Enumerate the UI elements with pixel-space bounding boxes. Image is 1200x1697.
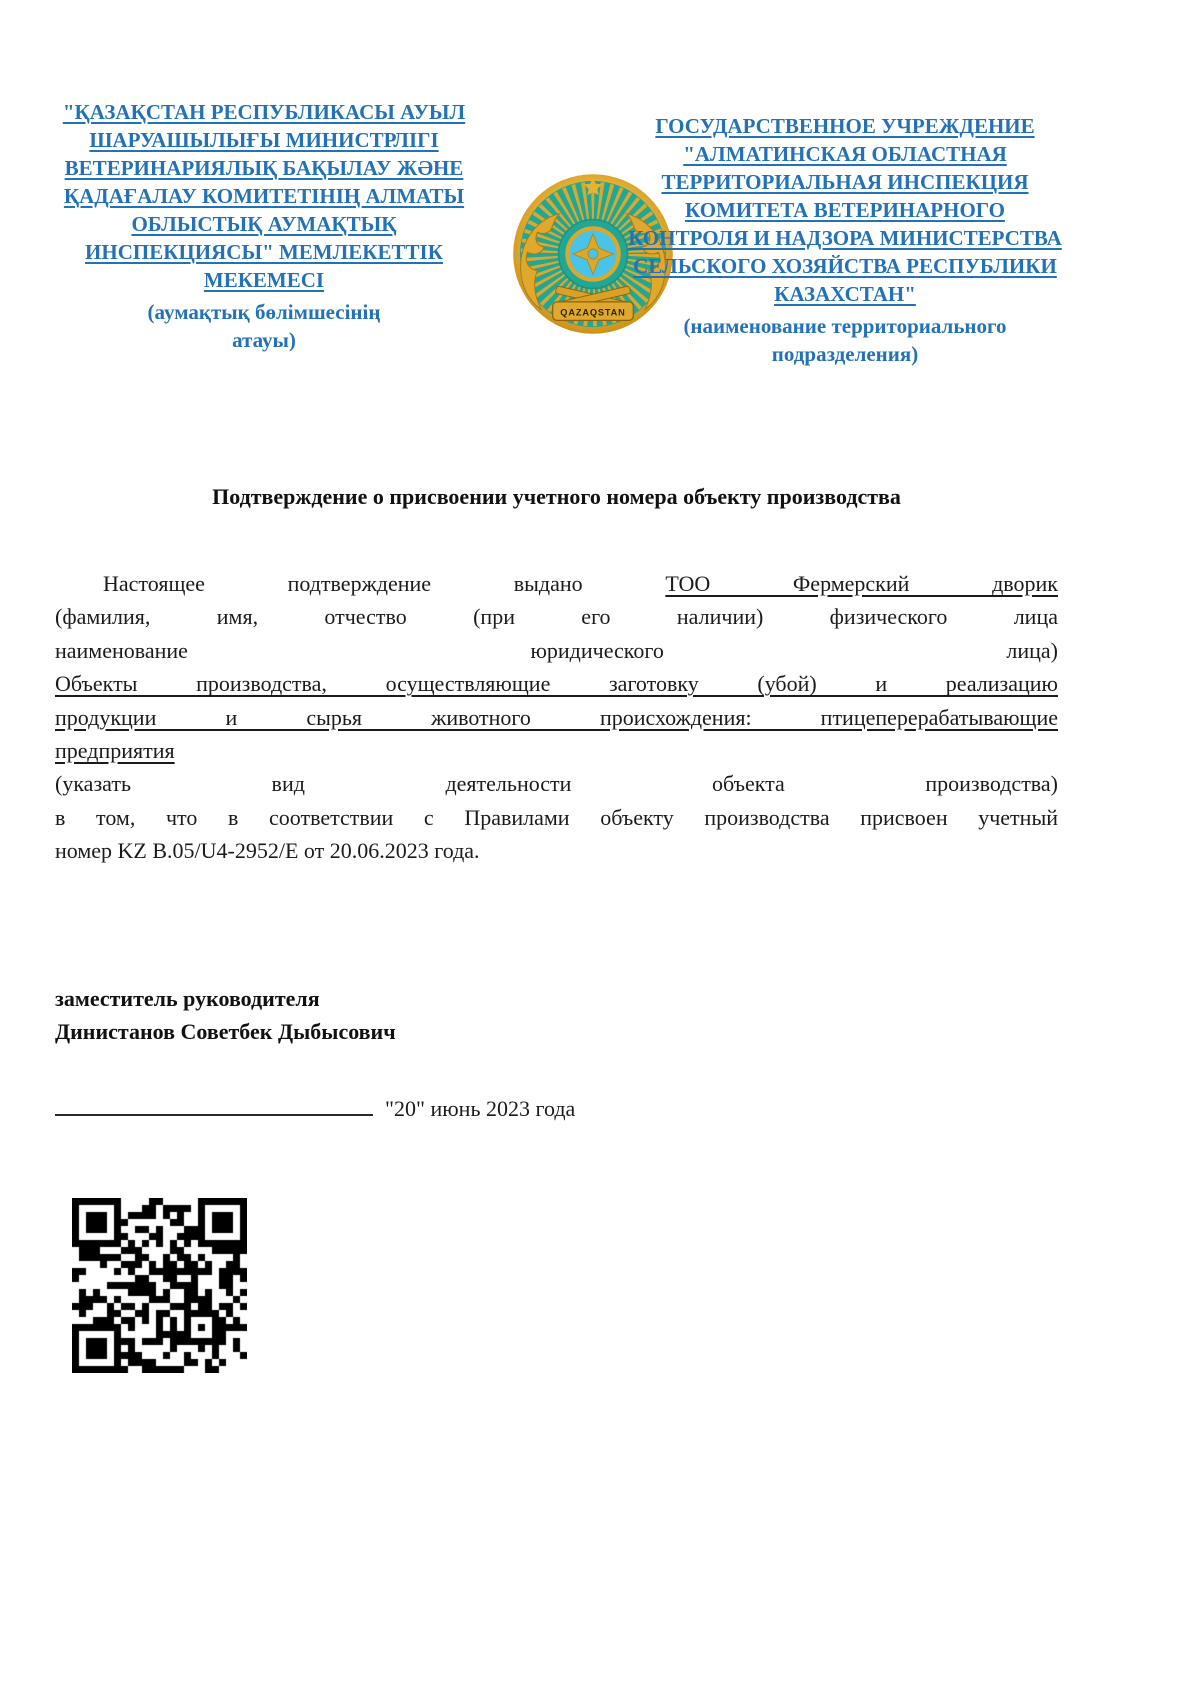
qr-code-canvas [72, 1198, 247, 1373]
body-line-assignment-2: номер KZ B.05/U4-2952/E от 20.06.2023 года. [55, 838, 480, 864]
recipient-name: ТОО Фермерский дворик [665, 571, 1058, 596]
header-org-name-kazakh-text: "ҚАЗАҚСТАН РЕСПУБЛИКАСЫ АУЫЛ ШАРУАШЫЛЫҒЫ МИНИСТРЛІГІ ВЕТЕРИНАРИЯЛЫҚ БАҚЫЛАУ ЖӘНЕ ҚАДАҒАЛАУ КОМИТЕТІНІҢ АЛМАТЫ ОБЛЫСТЫҚ АУМАҚТЫҚ ИНСПЕКЦИЯСЫ" МЕМЛЕКЕТТІК МЕКЕМЕСІ [62, 100, 466, 292]
signatory-position: заместитель руководителя [55, 986, 320, 1011]
emblem-banner-label: QAZAQSTAN [560, 307, 626, 318]
body-line-activity-1: Объекты производства, осуществляющие заготовку (убой) и реализацию [55, 671, 1058, 697]
document-body [55, 567, 1058, 868]
signatory-name: Динистанов Советбек Дыбысович [55, 1019, 396, 1044]
body-line-caption-entity: наименование юридического лица) [55, 637, 1058, 663]
body-line-assignment-1: в том, что в соответствии с Правилами объекту производства присвоен учетный [55, 804, 1058, 830]
date-text: "20" июнь 2023 года [385, 1096, 576, 1121]
header-org-name-kazakh [55, 98, 473, 354]
body-line-issued-to: Настоящее подтверждение выдано ТОО Фермерский дворик [103, 571, 1058, 596]
body-line-activity-2: продукции и сырья животного происхождения: птицеперерабатывающие [55, 704, 1058, 730]
body-line-caption-activity: (указать вид деятельности объекта производства) [55, 771, 1058, 797]
header-org-name-russian-text: ГОСУДАРСТВЕННОЕ УЧРЕЖДЕНИЕ "АЛМАТИНСКАЯ ОБЛАСТНАЯ ТЕРРИТОРИАЛЬНАЯ ИНСПЕКЦИЯ КОМИТЕТА ВЕТЕРИНАРНОГО КОНТРОЛЯ И НАДЗОРА МИНИСТЕРСТВА СЕЛЬСКОГО ХОЗЯЙСТВА РЕСПУБЛИКИ КАЗАХСТАН" [628, 114, 1062, 306]
signature-line [55, 1092, 373, 1116]
body-line-caption-person: (фамилия, имя, отчество (при его наличии) физического лица [55, 604, 1058, 630]
header-caption-russian: (наименование территориального подразделения) [683, 314, 1007, 366]
date-row [55, 1092, 575, 1122]
header-org-name-russian [628, 112, 1062, 368]
body-line-activity-3: предприятия [55, 738, 175, 764]
header-caption-kazakh: (аумақтық бөлімшесінің атауы) [147, 300, 381, 352]
signature-block [55, 982, 396, 1048]
qr-code-icon [72, 1198, 247, 1373]
page-title: Подтверждение о присвоении учетного номера объекту производства [212, 484, 901, 509]
